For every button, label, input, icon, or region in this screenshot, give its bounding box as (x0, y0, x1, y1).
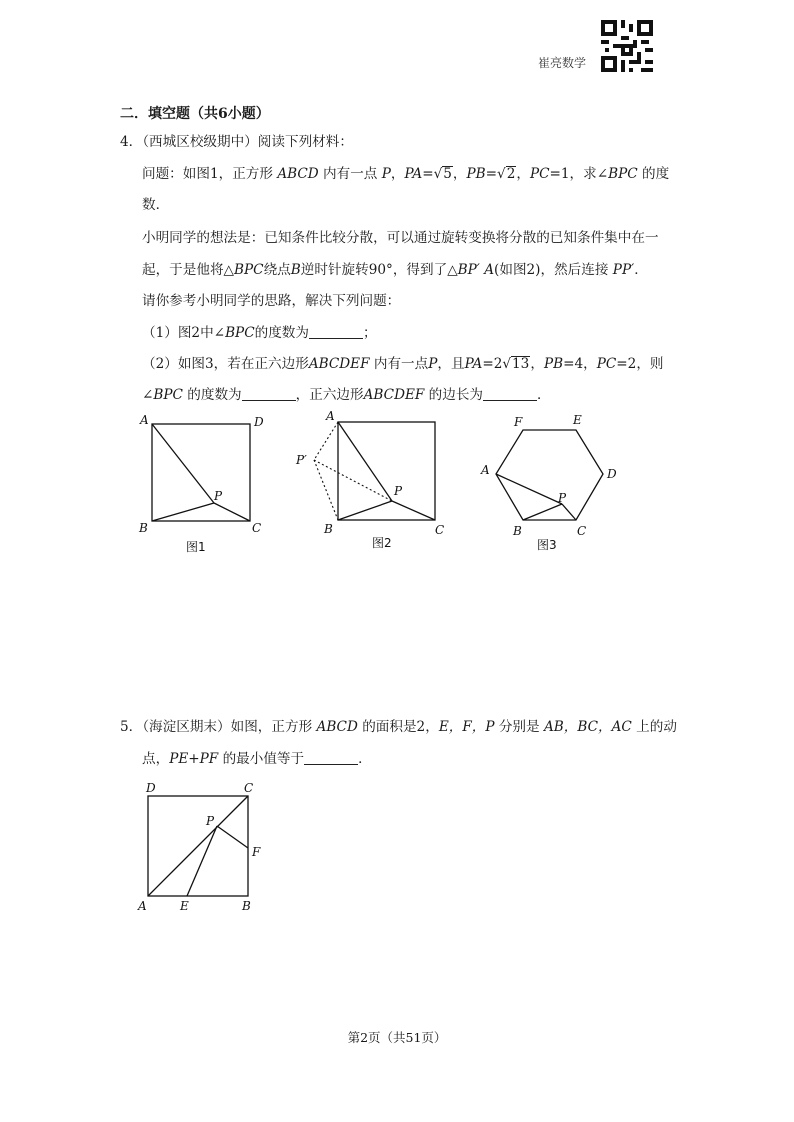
q5-sides: AB，BC，AC (543, 719, 632, 735)
q4-idea-line1: 小明同学的想法是：已知条件比较分散，可以通过旋转变换将分散的已知条件集中在一 (142, 230, 659, 246)
q4-text: 起，于是他将△ (142, 262, 235, 278)
square-outline (338, 422, 435, 520)
q4-text: 的度数为 (254, 325, 309, 341)
figure-1-square (136, 410, 270, 558)
label-p: P (214, 489, 223, 503)
q4-source: （西城区校级期中）阅读下列材料： (142, 134, 353, 150)
q4-text: (如图2)，然后连接 (494, 262, 609, 278)
q4-sub1 (142, 324, 377, 342)
segment-pp-prime (314, 460, 392, 501)
figure-q5-square (134, 776, 274, 916)
q5-text: 分别是 (498, 719, 540, 735)
q4-sub2-line2 (142, 386, 551, 404)
label-f: F (252, 845, 261, 859)
q4-pb-label: PB (466, 166, 486, 182)
qr-code-icon (601, 20, 653, 72)
q4-text: ，且 (437, 356, 465, 372)
q4-text: （1）图2中∠ (142, 325, 226, 341)
q4-text: （2）如图3，若在正六边形 (142, 356, 309, 372)
hexagon-outline (496, 430, 603, 520)
label-d: D (254, 415, 264, 429)
figure-3-hexagon (476, 406, 626, 554)
brand-name: 崔亮数学 (538, 56, 587, 70)
q4-text: 的度数为 (187, 387, 242, 403)
segment-pf (217, 826, 248, 848)
sqrt-icon: √ (502, 356, 512, 372)
label-a: A (326, 409, 335, 423)
q4-text: 问题：如图1，正方形 (142, 166, 273, 182)
label-c: C (244, 781, 254, 795)
q4-text: ． (634, 262, 648, 278)
page-footer: 第2页（共51页） (347, 1030, 447, 1045)
label-p-prime: P′ (296, 453, 307, 467)
q4-pa-label: PA (464, 356, 483, 372)
q4-square-name: ABCD (277, 166, 319, 182)
segment-bp-prime (314, 460, 338, 520)
label-a: A (140, 413, 149, 427)
q4-text: =4， (563, 356, 597, 372)
segment-pc (392, 501, 435, 520)
segment-pb (152, 503, 214, 521)
q4-sqrt5-value: 5 (443, 166, 452, 182)
label-b: B (139, 521, 148, 535)
q4-pc-label: PC (529, 166, 550, 182)
diagonal-ac (148, 796, 248, 896)
q4-pa-label: PA (404, 166, 423, 182)
q4-segment-pp: PP′ (612, 262, 635, 278)
segment-pa (496, 474, 562, 504)
q4-equals: = (485, 166, 498, 182)
label-e: E (180, 899, 189, 913)
label-p: P (206, 814, 215, 828)
q4-text: ， (530, 356, 544, 372)
answer-blank[interactable] (304, 750, 358, 765)
q4-number: 4． (120, 134, 143, 150)
q5-text: （海淀区期末）如图，正方形 (142, 719, 313, 735)
q4-text: =2，则 (616, 356, 664, 372)
label-e: E (573, 413, 582, 427)
label-b: B (513, 524, 522, 538)
q4-problem-line: 问题：如图1，正方形 ABCD 内有一点 P，PA=√5，PB=√2，PC=1，求∠BPC 的度 (142, 166, 670, 182)
q4-text: ∠ (142, 387, 154, 403)
segment-ap-prime (314, 422, 338, 460)
q4-sub2 (142, 355, 664, 373)
label-c: C (435, 523, 445, 537)
figure-2-square (290, 406, 450, 554)
q4-angle-bpc: BPC (153, 387, 183, 403)
label-a: A (138, 899, 147, 913)
label-c: C (252, 521, 262, 535)
segment-pe (187, 826, 217, 896)
q4-text: ； (362, 325, 377, 341)
label-f: F (514, 415, 523, 429)
q4-point-p: P (428, 356, 438, 372)
label-d: D (607, 467, 617, 481)
figure-3-caption: 图3 (537, 538, 557, 552)
section-title: 二．填空题（共6小题） (120, 106, 270, 122)
label-p: P (394, 484, 403, 498)
segment-pb (523, 504, 562, 520)
q4-pc-label: PC (596, 356, 617, 372)
label-b: B (242, 899, 251, 913)
answer-blank[interactable] (309, 324, 363, 339)
segment-pc (562, 504, 576, 520)
label-d: D (146, 781, 156, 795)
q5-text: 的最小值等于 (222, 751, 305, 767)
q4-source-line (120, 133, 353, 151)
q4-angle-bpc: BPC (608, 166, 638, 182)
q4-hexagon-name: ABCDEF (308, 356, 370, 372)
sqrt-icon: √ (497, 166, 506, 182)
q4-text: 内有一点 (373, 356, 429, 372)
q4-problem-line2: 数． (142, 197, 170, 213)
q5-text: 上的动 (636, 719, 677, 735)
q5-text: 的面积是2， (362, 719, 439, 735)
segment-pb (338, 501, 392, 520)
q5-square-name: ABCD (316, 719, 358, 735)
q5-text: 点， (142, 751, 170, 767)
q5-points: E，F，P (438, 719, 495, 735)
sqrt-icon: √ (433, 166, 443, 182)
answer-blank[interactable] (483, 386, 537, 401)
q4-equals: = (422, 166, 434, 182)
label-p: P (558, 491, 567, 505)
q4-text: ． (537, 387, 551, 403)
q4-sqrt2-value: 2 (506, 166, 516, 182)
segment-pa (152, 424, 214, 503)
q4-text: 的度 (642, 166, 670, 182)
label-c: C (577, 524, 587, 538)
label-b: B (324, 522, 333, 536)
q4-hexagon-name: ABCDEF (363, 387, 425, 403)
segment-pa (338, 422, 392, 501)
segment-pc (214, 503, 250, 521)
q4-sqrt13-value: 13 (512, 356, 530, 372)
q4-angle-bpc: BPC (225, 325, 255, 341)
q4-text: 内有一点 (323, 166, 378, 182)
q4-point-p: P (381, 166, 391, 182)
q5-line2 (142, 750, 372, 768)
q4-triangle-bpa: BP′ A (457, 262, 495, 278)
q4-text: 逆时针旋转90°，得到了△ (300, 262, 458, 278)
q4-pb-label: PB (543, 356, 564, 372)
q4-idea-line2 (142, 261, 648, 279)
q4-text: ，正六边形 (295, 387, 364, 403)
label-a: A (481, 463, 490, 477)
q4-pc-value: =1，求∠ (549, 166, 609, 182)
q4-point-b: B (290, 262, 301, 278)
q4-text: 的边长为 (428, 387, 484, 403)
answer-blank[interactable] (242, 386, 296, 401)
q5-number: 5． (120, 719, 143, 735)
figure-2-caption: 图2 (372, 536, 392, 550)
q4-text: =2 (482, 356, 503, 372)
q5-line1 (120, 718, 677, 736)
q5-expression: PE+PF (169, 751, 219, 767)
q4-ask: 请你参考小明同学的思路，解决下列问题： (142, 293, 401, 309)
q4-triangle-bpc: BPC (234, 262, 264, 278)
q5-text: ． (358, 751, 372, 767)
figure-1-caption: 图1 (186, 540, 206, 554)
q4-text: 绕点 (263, 262, 291, 278)
